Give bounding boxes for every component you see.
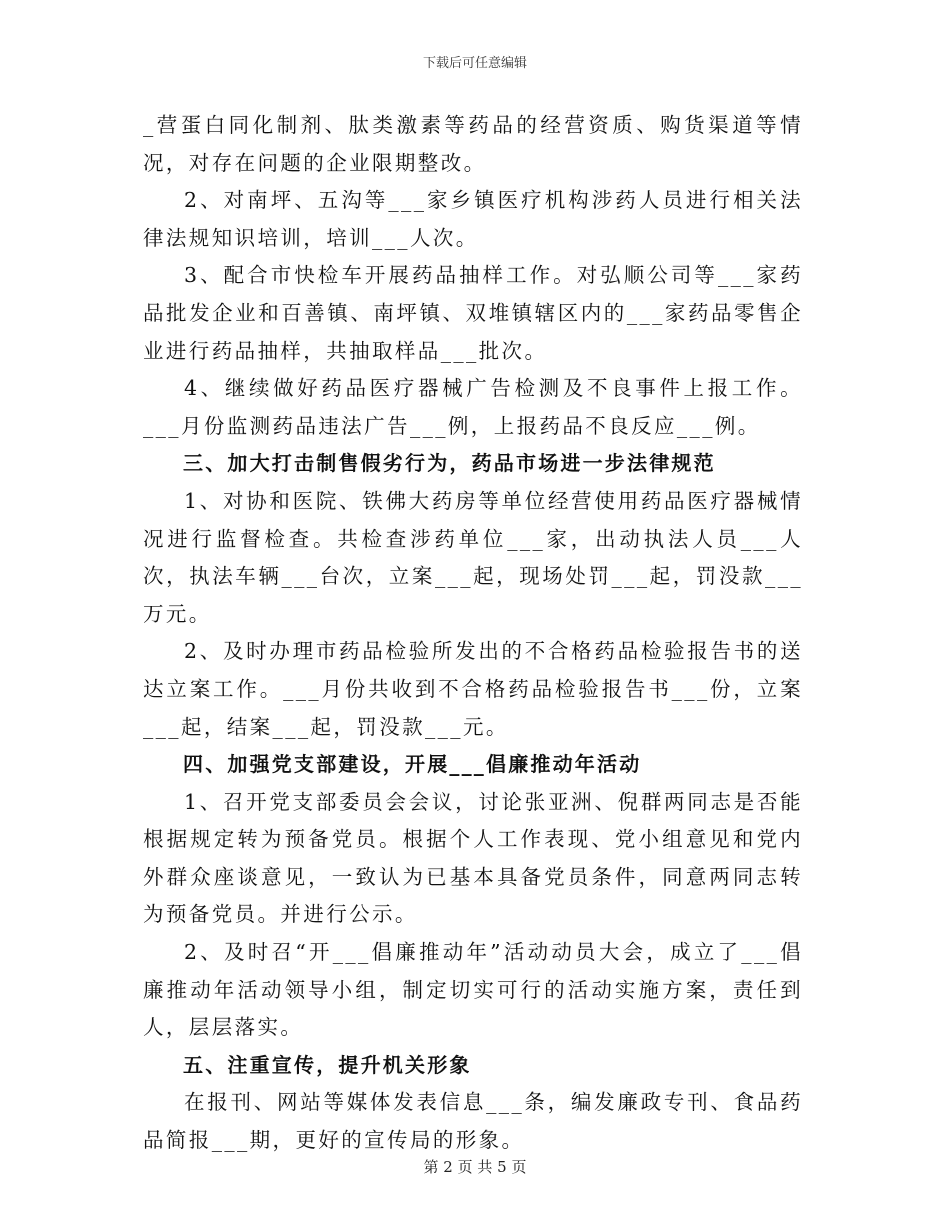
paragraph: 3、配合市快检车开展药品抽样工作。对弘顺公司等___家药品批发企业和百善镇、南坪镇、双堆镇辖区内的___家药品零售企业进行药品抽样，共抽取样品___批次。 bbox=[143, 263, 803, 363]
paragraph: 4、继续做好药品医疗器械广告检测及不良事件上报工作。___月份监测药品违法广告___例，上报药品不良反应___例。 bbox=[143, 376, 803, 438]
page-number: 第 2 页 共 5 页 bbox=[423, 1158, 527, 1176]
document-body bbox=[143, 107, 803, 1160]
paragraph: 2、及时召“开___倡廉推动年”活动动员大会，成立了___倡廉推动年活动领导小组，制定切实可行的活动实施方案，责任到人，层层落实。 bbox=[143, 940, 803, 1040]
paragraph: 2、对南坪、五沟等___家乡镇医疗机构涉药人员进行相关法律法规知识培训，培训___人次。 bbox=[143, 188, 803, 250]
section-heading: 四、加强党支部建设，开展___倡廉推动年活动 bbox=[183, 752, 642, 777]
section-heading: 五、注重宣传，提升机关形象 bbox=[183, 1052, 472, 1077]
paragraph: 在报刊、网站等媒体发表信息___条，编发廉政专刊、食品药品简报___期，更好的宣传局的形象。 bbox=[143, 1090, 803, 1153]
paragraph: 1、对协和医院、铁佛大药房等单位经营使用药品医疗器械情况进行监督检查。共检查涉药单位___家，出动执法人员___人次，执法车辆___台次，立案___起，现场处罚___起，罚没款___万元。 bbox=[143, 488, 803, 626]
paragraph: _营蛋白同化制剂、肽类激素等药品的经营资质、购货渠道等情况，对存在问题的企业限期整改。 bbox=[143, 113, 803, 175]
page-header: 下载后可任意编辑 bbox=[422, 56, 527, 71]
paragraph: 2、及时办理市药品检验所发出的不合格药品检验报告书的送达立案工作。___月份共收到不合格药品检验报告书___份，立案___起，结案___起，罚没款___元。 bbox=[143, 639, 803, 739]
paragraph: 1、召开党支部委员会会议，讨论张亚洲、倪群两同志是否能根据规定转为预备党员。根据个人工作表现、党小组意见和党内外群众座谈意见，一致认为已基本具备党员条件，同意两同志转为预备党员。并进行公示。 bbox=[143, 789, 803, 927]
section-heading: 三、加大打击制售假劣行为，药品市场进一步法律规范 bbox=[183, 451, 716, 476]
